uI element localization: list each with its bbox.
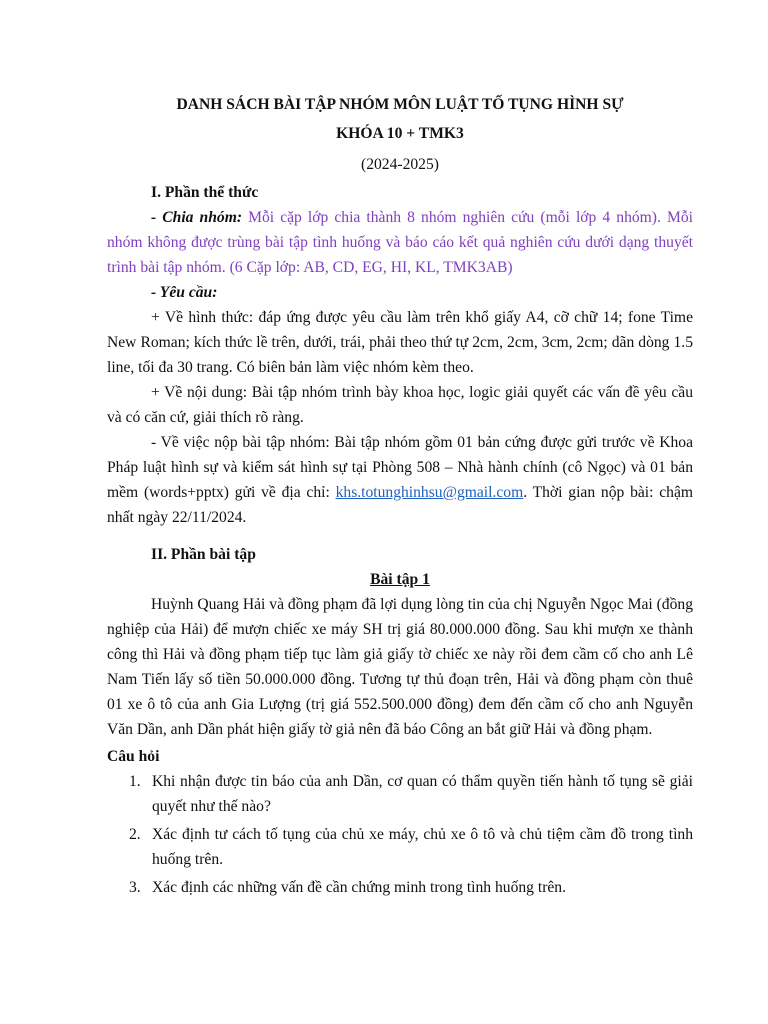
question-number: 1. — [129, 773, 141, 790]
submission-text-before: - Về việc nộp bài tập nhóm: Bài tập nhóm gồm 01 bản cứng được gửi trước về Khoa Pháp luật hình sự và kiểm sát hình sự tại Phòng 508 – Nhà hành chính (cô Ngọc) và 01 bản mềm (words+pptx) gửi về địa chỉ: — [107, 434, 693, 501]
question-number: 3. — [129, 879, 141, 896]
content-requirement: + Về nội dung: Bài tập nhóm trình bày khoa học, logic giải quyết các vấn đề yêu cầu và có căn cứ, giải thích rõ ràng. — [107, 384, 693, 426]
question-number: 2. — [129, 826, 141, 843]
group-division-text: Mỗi cặp lớp chia thành 8 nhóm nghiên cứu (mỗi lớp 4 nhóm). Mỗi nhóm không được trùng bài tập tình huống và báo cáo kết quả nghiên cứu dưới dạng thuyết trình bài tập nhóm. (6 Cặp lớp: AB, CD, EG, HI, KL, TMK3AB) — [107, 209, 693, 276]
question-text: Khi nhận được tin báo của anh Dần, cơ quan có thẩm quyền tiến hành tố tụng sẽ giải quyết như thế nào? — [152, 773, 693, 815]
document-page — [107, 92, 693, 903]
submission-email-link[interactable]: khs.totunghinhsu@gmail.com — [335, 484, 524, 501]
section-heading-exercises: II. Phần bài tập — [151, 546, 256, 563]
submission-text-after: . Thời gian nộp bài: chậm nhất ngày 22/11/2024. — [107, 484, 694, 526]
exercise-title: Bài tập 1 — [370, 571, 430, 588]
question-text: Xác định tư cách tố tụng của chủ xe máy, chủ xe ô tô và chủ tiệm cầm đồ trong tình huống trên. — [152, 826, 693, 868]
document-title: DANH SÁCH BÀI TẬP NHÓM MÔN LUẬT TỐ TỤNG HÌNH SỰ — [176, 96, 624, 113]
requirements-label: - Yêu cầu: — [151, 284, 218, 301]
questions-heading: Câu hỏi — [107, 748, 160, 765]
requirements-label-paragraph — [107, 280, 693, 305]
question-text: Xác định các những vấn đề cần chứng minh trong tình huống trên. — [152, 879, 567, 896]
section-heading-format: I. Phần thể thức — [151, 184, 259, 201]
list-item — [107, 769, 693, 819]
document-subtitle: KHÓA 10 + TMK3 — [336, 125, 464, 142]
submission-requirement — [107, 430, 693, 530]
exercise-scenario: Huỳnh Quang Hải và đồng phạm đã lợi dụng lòng tin của chị Nguyễn Ngọc Mai (đồng nghiệp của Hải) để mượn chiếc xe máy SH trị giá 80.000.000 đồng. Sau khi mượn xe thành công thì Hải và đồng phạm tiếp tục làm giả giấy tờ chiếc xe này rồi đem cầm cố cho anh Lê Nam Tiến lấy số tiền 50.000.000 đồng. Tương tự thủ đoạn trên, Hải và đồng phạm còn thuê 01 xe ô tô của anh Gia Lượng (trị giá 552.500.000 đồng) đem đến cầm cố cho anh Nguyễn Văn Dần, anh Dần phát hiện giấy tờ giả nên đã báo Công an bắt giữ Hải và đồng phạm. — [107, 596, 693, 738]
group-division-label: - Chia nhóm: — [151, 209, 243, 226]
academic-year: (2024-2025) — [361, 156, 439, 173]
list-item — [107, 875, 693, 900]
questions-list — [107, 769, 693, 900]
group-division-paragraph — [107, 205, 693, 280]
list-item — [107, 822, 693, 872]
format-requirement: + Về hình thức: đáp ứng được yêu cầu làm trên khổ giấy A4, cỡ chữ 14; fone Time New Roman; kích thức lề trên, dưới, trái, phải theo thứ tự 2cm, 2cm, 3cm, 2cm; dãn dòng 1.5 line, tối đa 30 trang. Có biên bản làm việc nhóm kèm theo. — [107, 309, 693, 376]
